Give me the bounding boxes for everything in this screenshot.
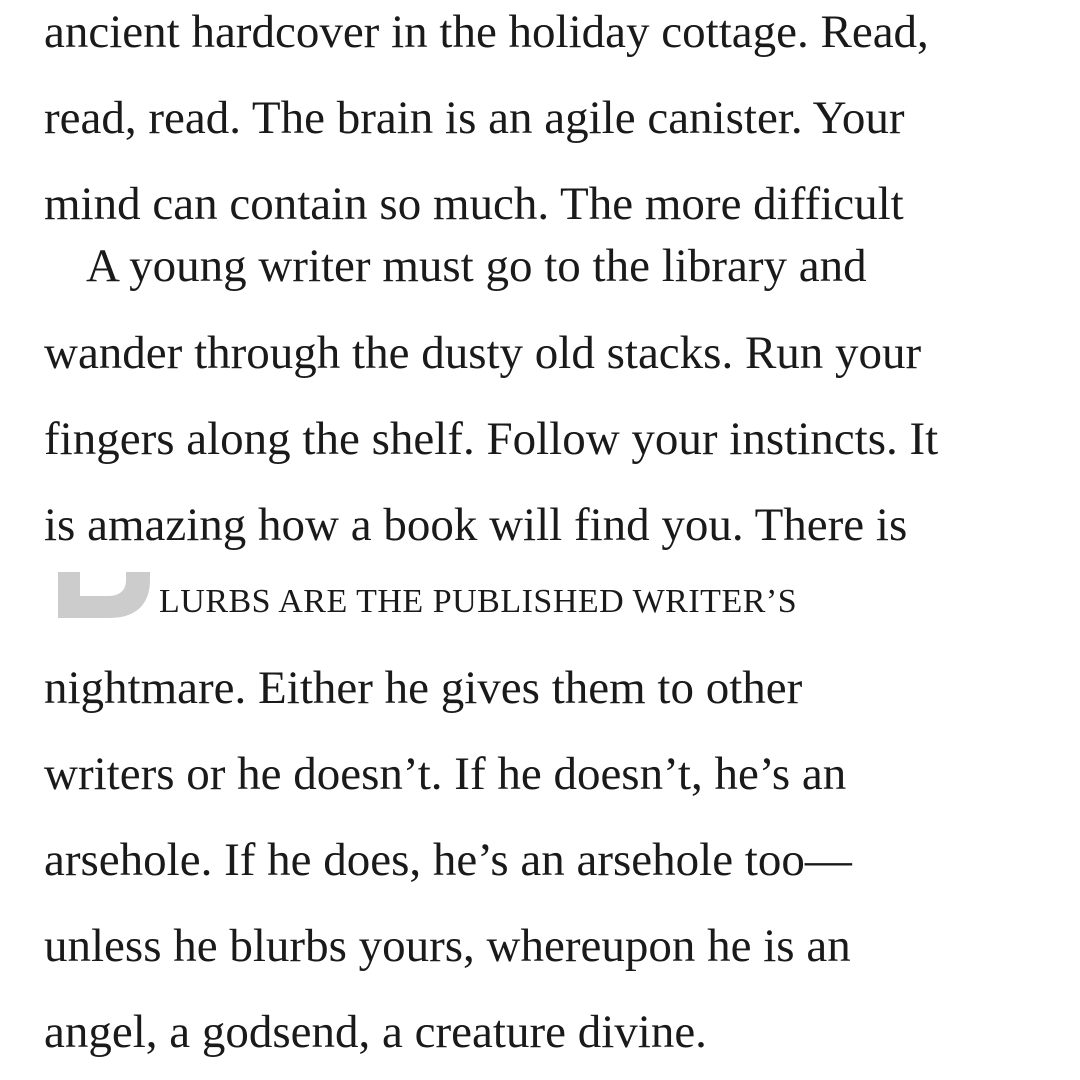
text-line: wander through the dusty old stacks. Run your [44,327,922,379]
text-line: writers or he doesn’t. If he doesn’t, he’s an [44,748,847,800]
text-line: fingers along the shelf. Follow your instincts. It [44,413,939,465]
text-line: ancient hardcover in the holiday cottage. Read, [44,6,929,58]
paragraph-first-line: A young writer must go to the library and [86,240,867,292]
text-line: unless he blurbs yours, whereupon he is an [44,920,851,972]
drop-cap-b-bottom [58,572,154,618]
text-line: arsehole. If he does, he’s an arsehole too— [44,834,852,886]
chapter-small-caps: LURBS ARE THE PUBLISHED WRITER’S [159,583,798,620]
drop-cap [58,572,154,618]
text-line: is amazing how a book will find you. There is [44,499,908,551]
text-line: mind can contain so much. The more difficult [44,178,904,230]
chapter-opening [44,562,1044,632]
text-line: nightmare. Either he gives them to other [44,662,803,714]
text-line: angel, a godsend, a creature divine. [44,1006,707,1058]
text-line: read, read. The brain is an agile canister. Your [44,92,905,144]
